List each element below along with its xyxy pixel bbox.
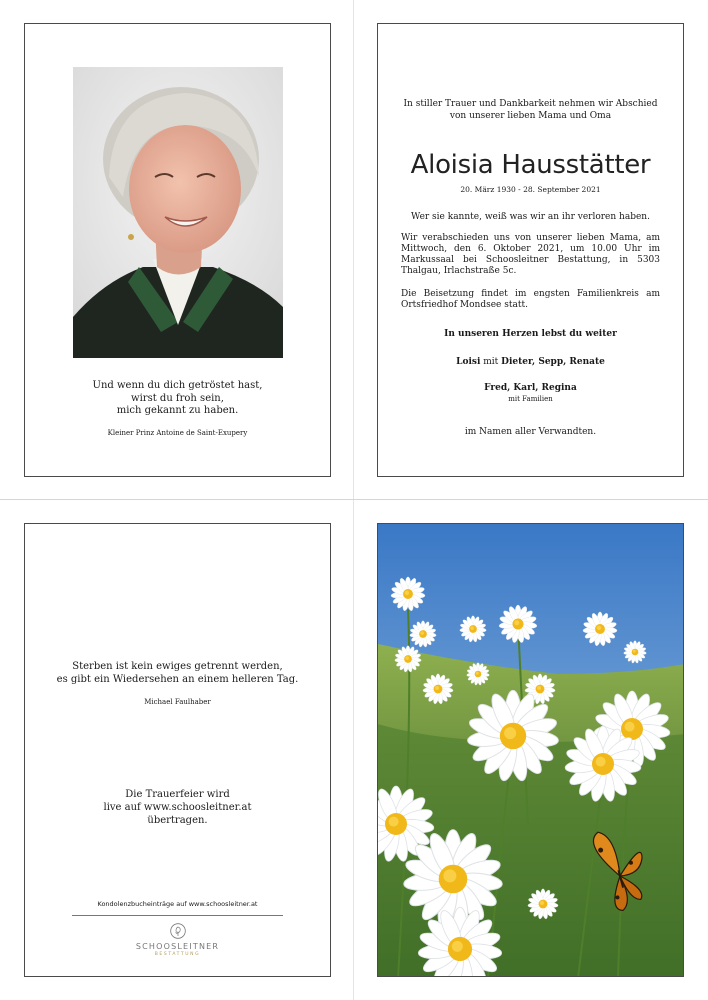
family-line-2: Fred, Karl, Regina [484, 383, 577, 393]
family-connector: mit [480, 357, 502, 367]
announcement-card [377, 23, 684, 477]
page-divider-vertical-bottom [353, 500, 354, 1000]
intro-line: von unserer lieben Mama und Oma [449, 111, 612, 121]
back-quote-author: Michael Faulhaber [144, 698, 211, 706]
back-quote-line: Sterben ist kein ewiges getrennt werden, [72, 661, 283, 672]
back-quote [25, 661, 330, 686]
deceased-name: Aloisia Hausstätter [410, 150, 651, 180]
condolence-note: Kondolenzbucheinträge auf www.schoosleitner.at [97, 900, 258, 908]
back-quote-line: es gibt ein Wiedersehen an einem helleren Tag. [56, 673, 299, 685]
page-divider-vertical-top [353, 0, 354, 499]
burial-paragraph: Die Beisetzung findet im engsten Familienkreis am Ortsfriedhof Mondsee statt. [401, 289, 660, 310]
brand-name: SCHOOSLEITNER [135, 942, 220, 951]
livestream-line: Die Trauerfeier wird [125, 789, 230, 800]
family-names-bold: Dieter, Sepp, Renate [501, 357, 605, 367]
livestream-line: übertragen. [147, 815, 208, 826]
page-divider-horizontal [0, 499, 708, 500]
daisy-meadow-image [378, 524, 684, 977]
rose-logo-icon [170, 923, 186, 939]
intro-text [378, 98, 683, 122]
quote-block [25, 380, 330, 418]
family-name-bold: Loisi [456, 357, 481, 367]
farewell-paragraph: Wir verabschieden uns von unserer lieben Mama, am Mittwoch, den 6. Oktober 2021, um 10.00 Uhr im Markussaal bei Schoosleitner Bestattung, in 5303 Thalgau, Irlachstraße 5c. [401, 233, 660, 276]
saying: Wer sie kannte, weiß was wir an ihr verloren haben. [411, 212, 650, 222]
quote-author: Kleiner Prinz Antoine de Saint-Exupery [107, 429, 248, 437]
livestream-note [25, 788, 330, 827]
photo-card [24, 23, 331, 477]
hearts-line: In unseren Herzen lebst du weiter [444, 329, 617, 339]
portrait-photo [73, 67, 283, 358]
family-line-3: mit Familien [508, 395, 553, 403]
brand-subtitle: BESTATTUNG [154, 952, 201, 957]
quote-line: wirst du froh sein, [131, 392, 224, 404]
quote-line: Und wenn du dich getröstet hast, [92, 380, 263, 391]
portrait-illustration [73, 67, 283, 358]
family-line-1 [378, 357, 683, 367]
life-dates: 20. März 1930 - 28. September 2021 [460, 185, 601, 194]
flower-image-card [377, 523, 684, 977]
footer-rule [72, 915, 283, 916]
intro-line: In stiller Trauer und Dankbarkeit nehmen wir Abschied [403, 99, 658, 109]
livestream-line: live auf www.schoosleitner.at [103, 802, 252, 813]
relatives-line: im Namen aller Verwandten. [464, 427, 597, 437]
quote-line: mich gekannt zu haben. [116, 405, 239, 416]
back-card [24, 523, 331, 977]
